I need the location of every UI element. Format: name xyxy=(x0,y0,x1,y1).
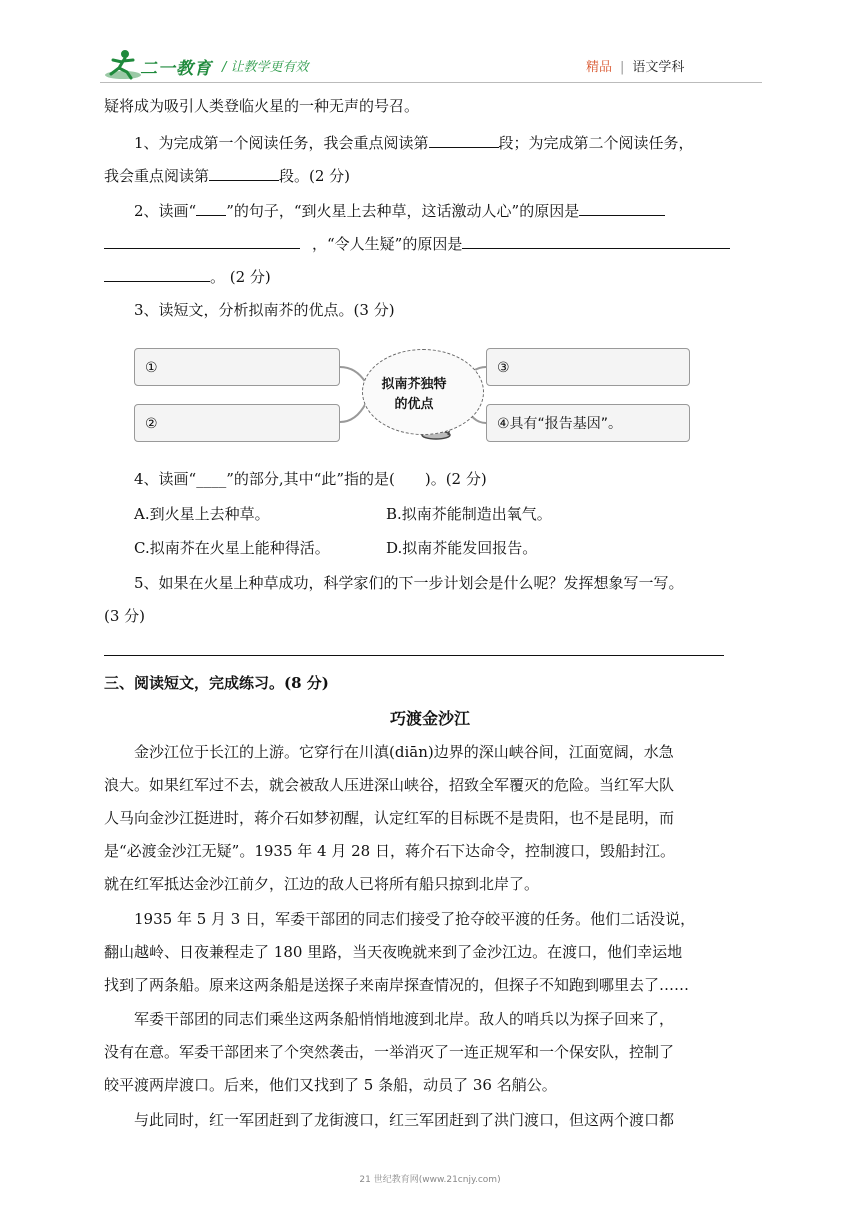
header-divider xyxy=(100,82,762,83)
question-4 xyxy=(134,469,487,489)
answer-blank[interactable] xyxy=(579,200,665,216)
q1-text-a: 1、为完成第一个阅读任务，我会重点阅读第 xyxy=(134,134,429,152)
answer-blank[interactable] xyxy=(104,266,210,282)
passage-line: 找到了两条船。原来这两条船是送探子来南岸探查情况的，但探子不知跑到哪里去了…… xyxy=(104,976,690,994)
brand-right xyxy=(586,56,684,75)
passage-line: 1935 年 5 月 3 日，军委干部团的同志们接受了抢夺皎平渡的任务。他们二话没说， xyxy=(134,910,696,928)
question-2-cont xyxy=(104,233,730,254)
q1-text-b: 段；为完成第二个阅读任务， xyxy=(498,134,694,152)
center-label-line-2: 的优点 xyxy=(394,397,434,412)
answer-box-1[interactable]: ① xyxy=(134,348,340,386)
page-footer: 21 世纪教育网(www.21cnjy.com) xyxy=(359,1175,501,1185)
question-1-cont xyxy=(104,165,350,186)
passage-line: 翻山越岭、日夜兼程走了 180 里路，当天夜晚就来到了金沙江边。在渡口，他们幸运地 xyxy=(104,943,683,961)
passage-line: 浪大。如果红军过不去，就会被敌人压进深山峡谷，招致全军覆灭的危险。当红军大队 xyxy=(104,776,675,794)
center-label xyxy=(366,375,462,415)
passage-line: 与此同时，红一军团赶到了龙街渡口，红三军团赶到了洪门渡口，但这两个渡口都 xyxy=(134,1111,675,1129)
quality-label: 精品 xyxy=(586,60,613,75)
passage-line: 人马向金沙江挺进时，蒋介石如梦初醒，认定红军的目标既不是贵阳，也不是昆明，而 xyxy=(104,809,675,827)
q4-option-d[interactable]: D.拟南芥能发回报告。 xyxy=(386,539,538,557)
q4-option-c[interactable]: C.拟南芥在火星上能种得活。 xyxy=(134,539,330,557)
q4-text-a: 4、读画“ xyxy=(134,470,197,488)
passage-line: 金沙江位于长江的上游。它穿行在川滇(diān)边界的深山峡谷间，江面宽阔，水急 xyxy=(134,743,674,761)
center-label-line-1: 拟南芥独特 xyxy=(381,377,447,392)
q2-text-a: 2、读画“ xyxy=(134,202,197,220)
section-3-heading: 三、阅读短文，完成练习。(8 分) xyxy=(104,674,329,692)
answer-blank[interactable] xyxy=(104,233,300,249)
q4-option-b[interactable]: B.拟南芥能制造出氧气。 xyxy=(386,505,552,523)
passage-title: 巧渡金沙江 xyxy=(389,709,470,728)
q2-text-d: 。 (2 分) xyxy=(210,268,271,286)
answer-box-4: ④具有“报告基因”。 xyxy=(486,404,690,442)
text-line: 疑将成为吸引人类登临火星的一种无声的号召。 xyxy=(104,97,420,115)
answer-box-2[interactable]: ② xyxy=(134,404,340,442)
passage-line: 军委干部团的同志们乘坐这两条船悄悄地渡到北岸。敌人的哨兵以为探子回来了， xyxy=(134,1010,675,1028)
question-3: 3、读短文，分析拟南芥的优点。(3 分) xyxy=(134,301,395,319)
question-2-end xyxy=(104,266,271,287)
passage-line: 就在红军抵达金沙江前夕，江边的敌人已将所有船只掠到北岸了。 xyxy=(104,875,540,893)
underline-mark xyxy=(196,200,226,216)
advantage-diagram xyxy=(134,343,700,443)
question-5-cont: (3 分) xyxy=(104,607,146,625)
question-5: 5、如果在火星上种草成功，科学家们的下一步计划会是什么呢？发挥想象写一写。 xyxy=(134,574,684,592)
passage-line: 皎平渡两岸渡口。后来，他们又找到了 5 条船，动员了 36 名艄公。 xyxy=(104,1076,557,1094)
answer-line[interactable] xyxy=(104,655,724,656)
q2-text-b: ”的句子，“到火星上去种草，这话激动人心”的原因是 xyxy=(226,202,580,220)
q4-option-a[interactable]: A.到火星上去种草。 xyxy=(134,505,270,523)
q1-text-c: 我会重点阅读第 xyxy=(104,167,210,185)
answer-blank[interactable] xyxy=(209,165,279,181)
subject-label: 语文学科 xyxy=(632,60,685,75)
slogan: / 让教学更有效 xyxy=(222,60,309,75)
header-separator: | xyxy=(620,60,625,75)
answer-blank[interactable] xyxy=(462,233,730,249)
q1-text-d: 段。(2 分) xyxy=(279,167,351,185)
answer-blank[interactable] xyxy=(429,132,499,148)
page-header xyxy=(0,0,860,90)
passage-line: 是“必渡金沙江无疑”。1935 年 4 月 28 日，蒋介石下达命令，控制渡口，毁船封江。 xyxy=(104,842,675,860)
logo-text: 二一教育 xyxy=(140,59,212,79)
answer-box-3[interactable]: ③ xyxy=(486,348,690,386)
question-2 xyxy=(134,200,665,221)
passage-line: 没有在意。军委干部团来了个突然袭击，一举消灭了一连正规军和一个保安队，控制了 xyxy=(104,1043,675,1061)
q4-text-b: ”的部分,其中“此”指的是( )。(2 分) xyxy=(226,470,487,488)
q2-text-c: ，“令人生疑”的原因是 xyxy=(312,235,463,253)
question-1 xyxy=(134,132,694,153)
q4-underline-mark: ____ xyxy=(196,470,227,488)
